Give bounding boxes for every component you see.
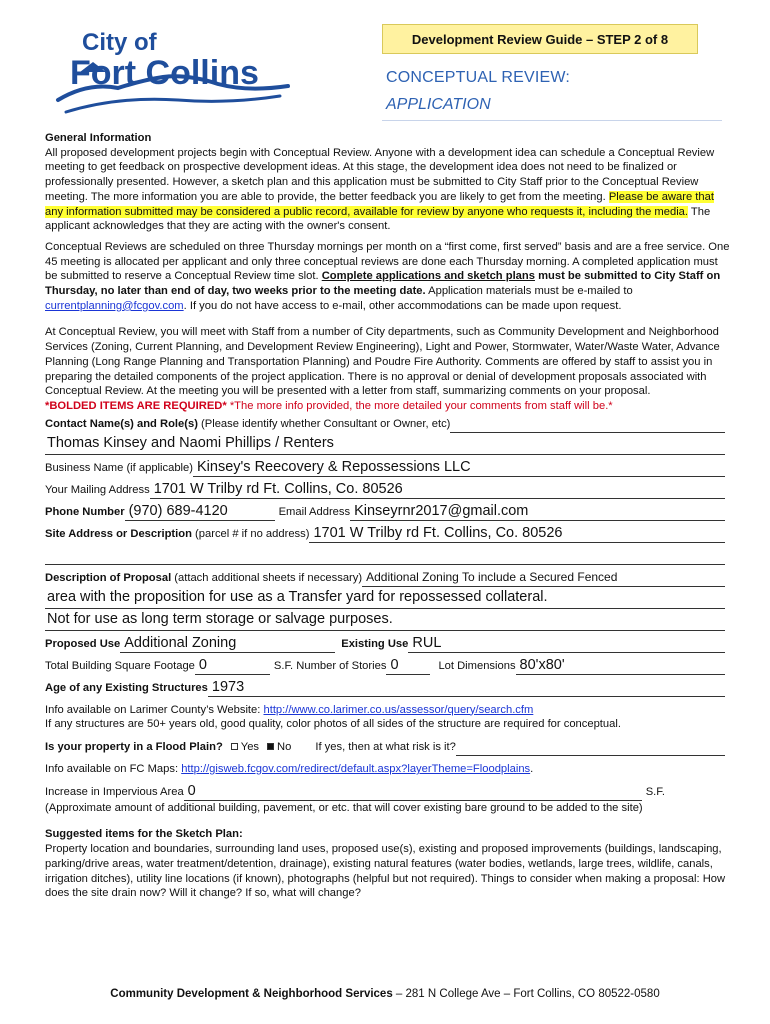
page-title: CONCEPTUAL REVIEW: [386, 69, 571, 86]
larimer-info [45, 703, 730, 718]
contact-field[interactable]: Thomas Kinsey and Naomi Phillips / Renters [45, 433, 725, 455]
bolded-note: *The more info provided, the more detailed your comments from staff will be.* [226, 399, 613, 412]
email-link[interactable]: currentplanning@fcgov.com [45, 299, 184, 312]
dimensions-row [45, 657, 725, 675]
site-label: Site Address or Description [45, 527, 192, 540]
flood-risk-label: If yes, then at what risk is it? [315, 741, 456, 754]
site-hint: (parcel # if no address) [191, 527, 310, 540]
flood-yes-label: Yes [240, 741, 260, 754]
site-field-extra[interactable] [45, 543, 725, 565]
contact-row [45, 415, 725, 433]
flood-row [45, 738, 725, 756]
phone-field[interactable]: (970) 689-4120 [125, 503, 275, 521]
fcmaps-text: Info available on FC Maps: [45, 763, 182, 776]
contact-field-line[interactable] [450, 415, 725, 433]
description-label: Description of Proposal [45, 571, 172, 584]
document-body [45, 131, 730, 901]
p1-text: All proposed development projects begin with Conceptual Review. Anyone with a development idea can schedule a Conceptual Review meeting to get feedback on prospective development ideas. At this stage, the development idea does not need to be finalized or professionally presented. However, a sketch plan and this application must be submitted to City Staff prior to the Conceptual Review meeting. The more information you are able to provide, the better feedback you are likely to get from the meeting. [45, 146, 715, 203]
impervious-field[interactable]: 0 [184, 783, 642, 801]
sketch-heading: Suggested items for the Sketch Plan: [45, 828, 243, 841]
proposed-use-field[interactable]: Additional Zoning [120, 635, 335, 653]
description-row [45, 569, 725, 587]
description-field-1[interactable]: Additional Zoning To include a Secured Fenced [362, 569, 725, 587]
contact-label: Contact Name(s) and Role(s) [45, 417, 198, 430]
header-divider [382, 120, 722, 121]
larimer-text: Info available on Larimer County’s Website: [45, 703, 264, 716]
description-hint: (attach additional sheets if necessary) [171, 571, 363, 584]
phone-label: Phone Number [45, 505, 125, 518]
impervious-row [45, 783, 725, 801]
description-field-3[interactable]: Not for use as long term storage or salvage purposes. [45, 609, 725, 631]
site-row [45, 525, 725, 543]
p2-accommodations-text: . If you do not have access to e-mail, other accommodations can be made upon request. [183, 299, 622, 312]
business-row [45, 459, 725, 477]
page-subtitle: APPLICATION [386, 96, 491, 113]
p2-text: Conceptual Reviews are scheduled on three Thursday mornings per month on a “first come, first served” basis and are a free service. One 45 meeting is allocated per applicant and only three conceptual reviews are done each Thursday morning. A completed application must be submitted to reserve a Conceptual Review time slot. [45, 240, 730, 283]
sketch-body: Property location and boundaries, surrounding land uses, proposed use(s), existing and proposed improvements (buildings, landscaping, parking/drive areas, water treatment/detention, drainage), existing natural features (water bodies, wetlands, large trees, wildlife, canals, irrigation ditches), utility line locations (if known), photographs (helpful but not required). Things to consider when making a proposal: How does the site drain now? Will it change? If so, what will change? [45, 843, 726, 900]
city-logo [48, 22, 298, 122]
general-paragraph-3: At Conceptual Review, you will meet with Staff from a number of City departments, such as Community Development and Neighborhood Services (Zoning, Current Planning, and Development Review Engineering), Light and Power, Stormwater, Water/Waste Water, Advance Planning (Long Range Planning and Transportation Planning) and Poudre Fire Authority. Comments are offered by staff to assist you in preparing the detailed components of the project application. There is no approval or denial of development proposals associated with Conceptual Review. At the meeting you will be presented with a letter from staff, summarizing comments on your proposal. [45, 326, 720, 398]
age-label: Age of any Existing Structures [45, 681, 208, 694]
flood-no-label: No [277, 741, 292, 754]
fcmaps-info: Info available on FC Maps: http://gisweb.fcgov.com/redirect/default.aspx?layerTheme=Floodplains. [45, 763, 534, 776]
business-label: Business Name (if applicable) [45, 461, 193, 474]
structures-note: If any structures are 50+ years old, good quality, color photos of all sides of the structure are required for conceptual. [45, 718, 621, 731]
mailing-field[interactable]: 1701 W Trilby rd Ft. Collins, Co. 80526 [150, 481, 725, 499]
impervious-note: (Approximate amount of additional building, pavement, or etc. that will cover existing bare ground to be added to the site) [45, 801, 643, 814]
stories-field[interactable]: 0 [386, 657, 430, 675]
flood-yes-checkbox[interactable] [231, 743, 238, 750]
sqft-field[interactable]: 0 [195, 657, 270, 675]
flood-risk-field[interactable] [456, 738, 725, 756]
sqft-label: Total Building Square Footage [45, 659, 195, 672]
flood-plain-label: Is your property in a Flood Plain? [45, 741, 223, 754]
email-field[interactable]: Kinseyrnr2017@gmail.com [350, 503, 725, 521]
public-record-notice: Please be aware that any information submitted may be considered a public record, available for review by anyone who requests it, including the media. [45, 190, 714, 218]
larimer-link[interactable]: http://www.co.larimer.co.us/assessor/query/search.cfm [263, 703, 534, 716]
mailing-label: Your Mailing Address [45, 483, 150, 496]
step-banner: Development Review Guide – STEP 2 of 8 [382, 24, 698, 54]
fcmaps-link[interactable]: http://gisweb.fcgov.com/redirect/default.aspx?layerTheme=Floodplains [181, 763, 531, 776]
age-field[interactable]: 1973 [208, 679, 725, 697]
stories-label: S.F. Number of Stories [273, 659, 387, 672]
svg-text:Fort Collins: Fort Collins [70, 54, 259, 92]
impervious-unit: S.F. [645, 786, 665, 799]
existing-use-label: Existing Use [341, 637, 409, 650]
general-heading: General Information [45, 132, 152, 144]
site-field[interactable]: 1701 W Trilby rd Ft. Collins, Co. 80526 [309, 525, 725, 543]
age-row [45, 679, 725, 697]
contact-hint: (Please identify whether Consultant or Owner, etc) [197, 417, 451, 430]
city-logo-graphic [48, 22, 298, 122]
footer-org: Community Development & Neighborhood Services [110, 988, 393, 1000]
mailing-row [45, 481, 725, 499]
existing-use-field[interactable]: RUL [408, 635, 725, 653]
footer-address: – 281 N College Ave – Fort Collins, CO 80522-0580 [392, 988, 660, 1000]
general-paragraph-1 [45, 146, 730, 234]
p1-consent-text: The applicant acknowledges that they are acting with the owner's consent. [45, 205, 711, 233]
phone-email-row [45, 503, 725, 521]
p2-required-text: Complete applications and sketch plans [321, 270, 535, 283]
use-row [45, 635, 725, 653]
impervious-label: Increase in Impervious Area [45, 786, 184, 799]
business-field[interactable]: Kinsey's Reecovery & Repossessions LLC [193, 459, 725, 477]
page-footer [0, 988, 770, 1000]
bolded-required-label: *BOLDED ITEMS ARE REQUIRED* [45, 399, 227, 412]
proposed-use-label: Proposed Use [45, 637, 121, 650]
p2-deadline-text: must be submitted to City Staff on Thursday, no later than end of day, two weeks prior to the meeting date. [45, 270, 721, 298]
flood-no-checkbox[interactable] [267, 743, 274, 750]
lot-dimensions-label: Lot Dimensions [438, 659, 516, 672]
svg-text:City of: City of [82, 29, 157, 56]
email-label: Email Address [278, 505, 351, 518]
general-paragraph-2 [45, 240, 730, 314]
lot-dimensions-field[interactable]: 80'x80' [516, 657, 725, 675]
description-field-2[interactable]: area with the proposition for use as a Transfer yard for repossessed collateral. [45, 587, 725, 609]
required-notice [45, 399, 730, 414]
p2-email-text: Application materials must be e-mailed to [425, 285, 633, 298]
